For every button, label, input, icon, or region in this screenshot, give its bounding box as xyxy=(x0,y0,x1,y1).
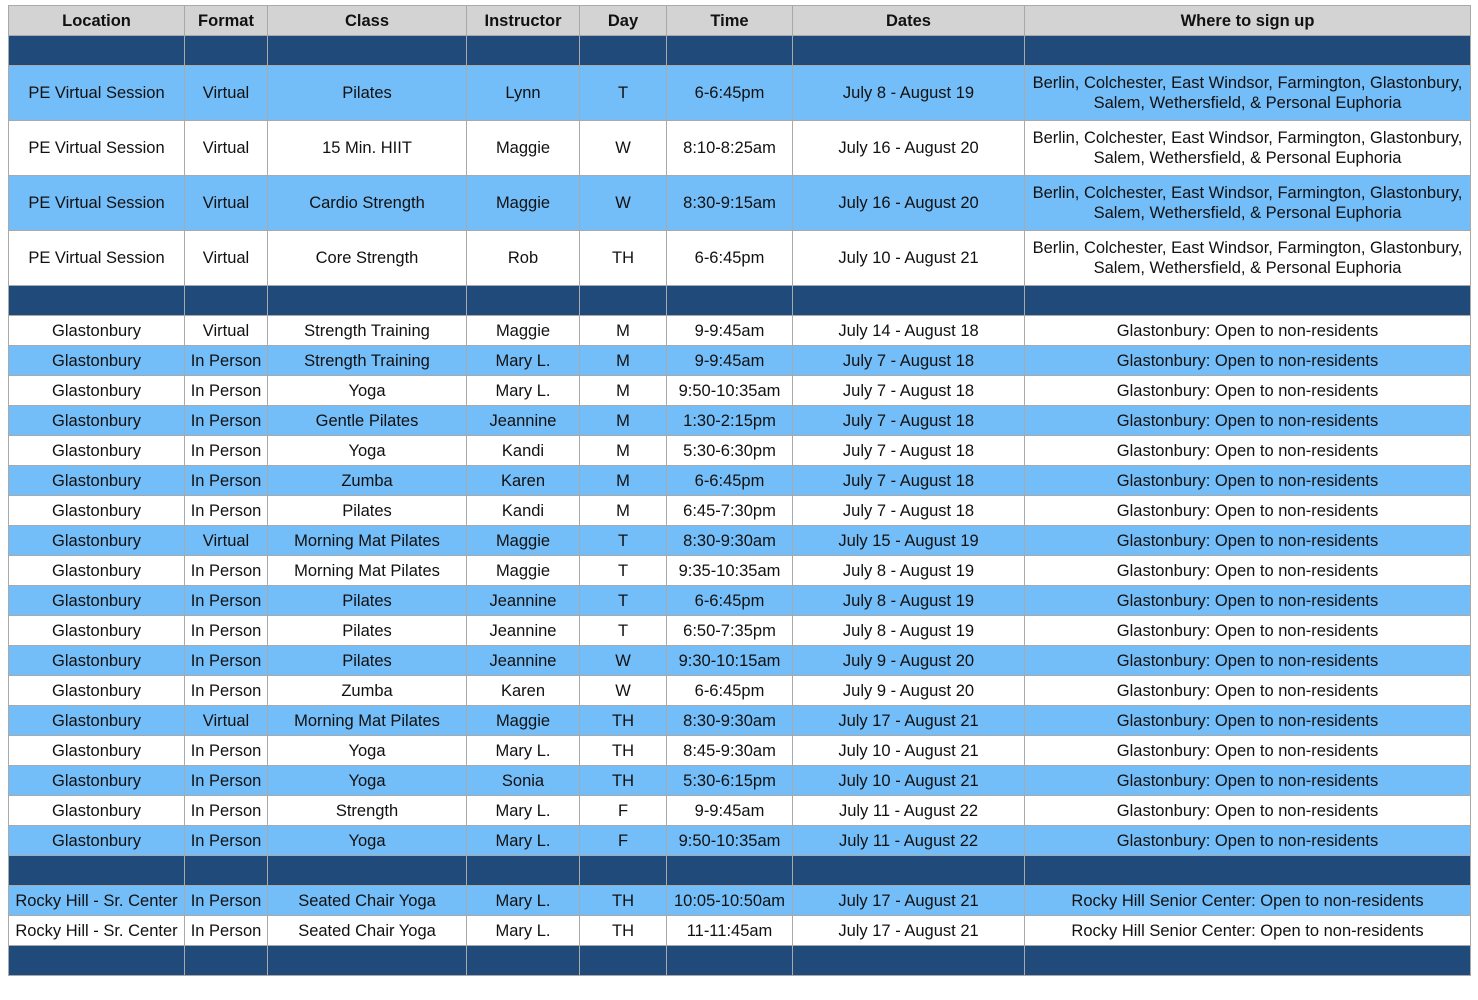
cell-class: Zumba xyxy=(268,466,467,496)
cell-class: Yoga xyxy=(268,376,467,406)
cell-location: Glastonbury xyxy=(9,706,185,736)
separator-cell xyxy=(268,36,467,66)
table-row xyxy=(9,916,1471,946)
table-row xyxy=(9,66,1471,121)
cell-dates: July 17 - August 21 xyxy=(793,916,1025,946)
cell-class: Pilates xyxy=(268,616,467,646)
cell-instructor: Maggie xyxy=(467,706,580,736)
cell-day: T xyxy=(580,66,667,121)
separator-cell xyxy=(580,856,667,886)
cell-signup: Glastonbury: Open to non-residents xyxy=(1025,616,1471,646)
cell-signup: Glastonbury: Open to non-residents xyxy=(1025,796,1471,826)
separator-cell xyxy=(9,946,185,976)
cell-dates: July 11 - August 22 xyxy=(793,796,1025,826)
cell-format: In Person xyxy=(185,466,268,496)
cell-time: 6:45-7:30pm xyxy=(667,496,793,526)
cell-location: Glastonbury xyxy=(9,616,185,646)
cell-format: In Person xyxy=(185,916,268,946)
cell-day: M xyxy=(580,376,667,406)
cell-instructor: Mary L. xyxy=(467,736,580,766)
cell-time: 11-11:45am xyxy=(667,916,793,946)
cell-format: In Person xyxy=(185,886,268,916)
cell-signup: Berlin, Colchester, East Windsor, Farmington, Glastonbury, Salem, Wethersfield, & Personal Euphoria xyxy=(1025,176,1471,231)
cell-class: Yoga xyxy=(268,436,467,466)
separator-cell xyxy=(1025,856,1471,886)
cell-dates: July 17 - August 21 xyxy=(793,706,1025,736)
cell-dates: July 9 - August 20 xyxy=(793,676,1025,706)
separator-cell xyxy=(667,856,793,886)
cell-dates: July 11 - August 22 xyxy=(793,826,1025,856)
header-row xyxy=(9,6,1471,36)
table-row xyxy=(9,616,1471,646)
separator-cell xyxy=(185,946,268,976)
cell-dates: July 16 - August 20 xyxy=(793,121,1025,176)
cell-dates: July 16 - August 20 xyxy=(793,176,1025,231)
separator-cell xyxy=(1025,36,1471,66)
table-row xyxy=(9,316,1471,346)
cell-class: Morning Mat Pilates xyxy=(268,556,467,586)
cell-location: Rocky Hill - Sr. Center xyxy=(9,916,185,946)
cell-location: Glastonbury xyxy=(9,646,185,676)
cell-class: Pilates xyxy=(268,586,467,616)
cell-dates: July 7 - August 18 xyxy=(793,376,1025,406)
cell-signup: Glastonbury: Open to non-residents xyxy=(1025,676,1471,706)
table-row xyxy=(9,176,1471,231)
column-header-location: Location xyxy=(9,6,185,36)
cell-format: In Person xyxy=(185,586,268,616)
cell-time: 9-9:45am xyxy=(667,346,793,376)
cell-location: PE Virtual Session xyxy=(9,121,185,176)
table-row xyxy=(9,796,1471,826)
cell-instructor: Jeannine xyxy=(467,646,580,676)
cell-class: Gentle Pilates xyxy=(268,406,467,436)
cell-location: PE Virtual Session xyxy=(9,176,185,231)
cell-instructor: Kandi xyxy=(467,496,580,526)
cell-dates: July 7 - August 18 xyxy=(793,406,1025,436)
cell-signup: Glastonbury: Open to non-residents xyxy=(1025,766,1471,796)
separator-cell xyxy=(467,36,580,66)
cell-location: Glastonbury xyxy=(9,556,185,586)
cell-instructor: Mary L. xyxy=(467,346,580,376)
separator-cell xyxy=(185,36,268,66)
table-row xyxy=(9,886,1471,916)
table-row xyxy=(9,376,1471,406)
table-row xyxy=(9,766,1471,796)
cell-day: M xyxy=(580,436,667,466)
cell-format: In Person xyxy=(185,436,268,466)
cell-time: 6-6:45pm xyxy=(667,466,793,496)
cell-instructor: Jeannine xyxy=(467,406,580,436)
cell-signup: Glastonbury: Open to non-residents xyxy=(1025,406,1471,436)
cell-day: W xyxy=(580,121,667,176)
cell-dates: July 17 - August 21 xyxy=(793,886,1025,916)
cell-class: Strength Training xyxy=(268,346,467,376)
cell-location: Glastonbury xyxy=(9,526,185,556)
cell-signup: Berlin, Colchester, East Windsor, Farmington, Glastonbury, Salem, Wethersfield, & Personal Euphoria xyxy=(1025,231,1471,286)
separator-cell xyxy=(793,946,1025,976)
cell-time: 5:30-6:15pm xyxy=(667,766,793,796)
cell-signup: Rocky Hill Senior Center: Open to non-residents xyxy=(1025,916,1471,946)
cell-time: 9:50-10:35am xyxy=(667,376,793,406)
cell-time: 10:05-10:50am xyxy=(667,886,793,916)
cell-signup: Glastonbury: Open to non-residents xyxy=(1025,466,1471,496)
cell-format: In Person xyxy=(185,676,268,706)
table-row xyxy=(9,231,1471,286)
cell-instructor: Maggie xyxy=(467,316,580,346)
schedule-body xyxy=(9,36,1471,976)
column-header-signup: Where to sign up xyxy=(1025,6,1471,36)
separator-cell xyxy=(467,286,580,316)
cell-signup: Berlin, Colchester, East Windsor, Farmington, Glastonbury, Salem, Wethersfield, & Personal Euphoria xyxy=(1025,66,1471,121)
cell-signup: Glastonbury: Open to non-residents xyxy=(1025,376,1471,406)
cell-day: M xyxy=(580,346,667,376)
cell-format: In Person xyxy=(185,796,268,826)
cell-location: Glastonbury xyxy=(9,316,185,346)
cell-instructor: Kandi xyxy=(467,436,580,466)
separator-cell xyxy=(467,856,580,886)
separator-cell xyxy=(467,946,580,976)
section-separator-row xyxy=(9,856,1471,886)
cell-dates: July 8 - August 19 xyxy=(793,586,1025,616)
cell-day: TH xyxy=(580,886,667,916)
cell-instructor: Mary L. xyxy=(467,916,580,946)
column-header-class: Class xyxy=(268,6,467,36)
cell-signup: Glastonbury: Open to non-residents xyxy=(1025,646,1471,676)
separator-cell xyxy=(667,286,793,316)
cell-day: TH xyxy=(580,736,667,766)
cell-class: Pilates xyxy=(268,646,467,676)
cell-day: T xyxy=(580,616,667,646)
separator-cell xyxy=(268,946,467,976)
table-row xyxy=(9,496,1471,526)
cell-class: Morning Mat Pilates xyxy=(268,526,467,556)
section-separator-row xyxy=(9,36,1471,66)
cell-day: TH xyxy=(580,916,667,946)
cell-day: TH xyxy=(580,231,667,286)
cell-instructor: Lynn xyxy=(467,66,580,121)
cell-format: Virtual xyxy=(185,526,268,556)
cell-day: M xyxy=(580,466,667,496)
cell-class: Pilates xyxy=(268,496,467,526)
cell-day: W xyxy=(580,176,667,231)
separator-cell xyxy=(1025,946,1471,976)
cell-class: 15 Min. HIIT xyxy=(268,121,467,176)
column-header-day: Day xyxy=(580,6,667,36)
cell-signup: Glastonbury: Open to non-residents xyxy=(1025,736,1471,766)
cell-dates: July 10 - August 21 xyxy=(793,231,1025,286)
separator-cell xyxy=(9,856,185,886)
cell-signup: Glastonbury: Open to non-residents xyxy=(1025,436,1471,466)
table-row xyxy=(9,406,1471,436)
cell-location: Glastonbury xyxy=(9,676,185,706)
separator-cell xyxy=(268,856,467,886)
cell-format: Virtual xyxy=(185,66,268,121)
cell-class: Yoga xyxy=(268,736,467,766)
cell-signup: Glastonbury: Open to non-residents xyxy=(1025,586,1471,616)
column-header-format: Format xyxy=(185,6,268,36)
cell-day: M xyxy=(580,406,667,436)
cell-location: Glastonbury xyxy=(9,826,185,856)
table-row xyxy=(9,676,1471,706)
cell-class: Pilates xyxy=(268,66,467,121)
separator-cell xyxy=(580,36,667,66)
cell-signup: Glastonbury: Open to non-residents xyxy=(1025,316,1471,346)
class-schedule-table xyxy=(8,5,1471,976)
cell-day: TH xyxy=(580,766,667,796)
table-row xyxy=(9,706,1471,736)
cell-location: Glastonbury xyxy=(9,736,185,766)
cell-day: F xyxy=(580,796,667,826)
cell-location: PE Virtual Session xyxy=(9,66,185,121)
cell-signup: Glastonbury: Open to non-residents xyxy=(1025,706,1471,736)
cell-time: 6-6:45pm xyxy=(667,231,793,286)
cell-location: Glastonbury xyxy=(9,436,185,466)
separator-cell xyxy=(268,286,467,316)
table-row xyxy=(9,556,1471,586)
cell-class: Zumba xyxy=(268,676,467,706)
cell-time: 9-9:45am xyxy=(667,316,793,346)
separator-cell xyxy=(9,36,185,66)
cell-instructor: Maggie xyxy=(467,121,580,176)
cell-dates: July 7 - August 18 xyxy=(793,496,1025,526)
cell-instructor: Mary L. xyxy=(467,376,580,406)
cell-class: Seated Chair Yoga xyxy=(268,886,467,916)
cell-class: Yoga xyxy=(268,766,467,796)
cell-time: 6-6:45pm xyxy=(667,66,793,121)
cell-format: In Person xyxy=(185,346,268,376)
cell-day: F xyxy=(580,826,667,856)
cell-instructor: Rob xyxy=(467,231,580,286)
cell-signup: Berlin, Colchester, East Windsor, Farmington, Glastonbury, Salem, Wethersfield, & Personal Euphoria xyxy=(1025,121,1471,176)
separator-cell xyxy=(185,286,268,316)
table-row xyxy=(9,346,1471,376)
separator-cell xyxy=(667,36,793,66)
cell-signup: Glastonbury: Open to non-residents xyxy=(1025,826,1471,856)
cell-format: In Person xyxy=(185,496,268,526)
cell-day: W xyxy=(580,676,667,706)
cell-dates: July 7 - August 18 xyxy=(793,346,1025,376)
separator-cell xyxy=(9,286,185,316)
table-row xyxy=(9,646,1471,676)
cell-format: In Person xyxy=(185,616,268,646)
table-row xyxy=(9,826,1471,856)
cell-dates: July 7 - August 18 xyxy=(793,436,1025,466)
cell-signup: Glastonbury: Open to non-residents xyxy=(1025,346,1471,376)
cell-dates: July 14 - August 18 xyxy=(793,316,1025,346)
cell-time: 9:50-10:35am xyxy=(667,826,793,856)
separator-cell xyxy=(1025,286,1471,316)
cell-location: Glastonbury xyxy=(9,406,185,436)
separator-cell xyxy=(793,36,1025,66)
cell-instructor: Jeannine xyxy=(467,586,580,616)
cell-class: Morning Mat Pilates xyxy=(268,706,467,736)
cell-dates: July 7 - August 18 xyxy=(793,466,1025,496)
column-header-instructor: Instructor xyxy=(467,6,580,36)
cell-time: 9:35-10:35am xyxy=(667,556,793,586)
cell-location: Glastonbury xyxy=(9,766,185,796)
table-row xyxy=(9,526,1471,556)
cell-dates: July 10 - August 21 xyxy=(793,766,1025,796)
cell-time: 9-9:45am xyxy=(667,796,793,826)
cell-instructor: Mary L. xyxy=(467,886,580,916)
cell-dates: July 9 - August 20 xyxy=(793,646,1025,676)
cell-instructor: Jeannine xyxy=(467,616,580,646)
cell-location: Glastonbury xyxy=(9,346,185,376)
cell-format: In Person xyxy=(185,646,268,676)
cell-instructor: Karen xyxy=(467,466,580,496)
cell-instructor: Mary L. xyxy=(467,826,580,856)
cell-location: Rocky Hill - Sr. Center xyxy=(9,886,185,916)
cell-day: T xyxy=(580,556,667,586)
separator-cell xyxy=(580,946,667,976)
cell-location: Glastonbury xyxy=(9,796,185,826)
separator-cell xyxy=(185,856,268,886)
cell-instructor: Maggie xyxy=(467,556,580,586)
cell-location: Glastonbury xyxy=(9,466,185,496)
column-header-time: Time xyxy=(667,6,793,36)
cell-day: T xyxy=(580,526,667,556)
cell-dates: July 15 - August 19 xyxy=(793,526,1025,556)
column-header-dates: Dates xyxy=(793,6,1025,36)
cell-time: 5:30-6:30pm xyxy=(667,436,793,466)
cell-signup: Glastonbury: Open to non-residents xyxy=(1025,526,1471,556)
cell-time: 6-6:45pm xyxy=(667,676,793,706)
cell-time: 6-6:45pm xyxy=(667,586,793,616)
cell-day: M xyxy=(580,496,667,526)
cell-time: 8:30-9:15am xyxy=(667,176,793,231)
cell-location: PE Virtual Session xyxy=(9,231,185,286)
cell-format: In Person xyxy=(185,376,268,406)
cell-instructor: Mary L. xyxy=(467,796,580,826)
cell-class: Core Strength xyxy=(268,231,467,286)
cell-time: 8:30-9:30am xyxy=(667,706,793,736)
cell-format: In Person xyxy=(185,826,268,856)
table-row xyxy=(9,121,1471,176)
cell-day: W xyxy=(580,646,667,676)
cell-day: M xyxy=(580,316,667,346)
cell-time: 8:30-9:30am xyxy=(667,526,793,556)
cell-time: 6:50-7:35pm xyxy=(667,616,793,646)
cell-format: Virtual xyxy=(185,231,268,286)
cell-class: Seated Chair Yoga xyxy=(268,916,467,946)
cell-time: 9:30-10:15am xyxy=(667,646,793,676)
cell-format: In Person xyxy=(185,556,268,586)
section-separator-row xyxy=(9,946,1471,976)
cell-format: In Person xyxy=(185,766,268,796)
cell-dates: July 8 - August 19 xyxy=(793,616,1025,646)
table-row xyxy=(9,466,1471,496)
separator-cell xyxy=(667,946,793,976)
cell-dates: July 8 - August 19 xyxy=(793,66,1025,121)
cell-instructor: Maggie xyxy=(467,176,580,231)
cell-format: In Person xyxy=(185,406,268,436)
cell-format: In Person xyxy=(185,736,268,766)
cell-time: 1:30-2:15pm xyxy=(667,406,793,436)
cell-dates: July 10 - August 21 xyxy=(793,736,1025,766)
cell-format: Virtual xyxy=(185,706,268,736)
cell-signup: Glastonbury: Open to non-residents xyxy=(1025,496,1471,526)
separator-cell xyxy=(793,286,1025,316)
cell-class: Yoga xyxy=(268,826,467,856)
cell-format: Virtual xyxy=(185,316,268,346)
table-row xyxy=(9,586,1471,616)
cell-day: TH xyxy=(580,706,667,736)
cell-time: 8:45-9:30am xyxy=(667,736,793,766)
cell-class: Cardio Strength xyxy=(268,176,467,231)
cell-day: T xyxy=(580,586,667,616)
cell-location: Glastonbury xyxy=(9,586,185,616)
table-row xyxy=(9,736,1471,766)
cell-signup: Glastonbury: Open to non-residents xyxy=(1025,556,1471,586)
cell-format: Virtual xyxy=(185,121,268,176)
cell-dates: July 8 - August 19 xyxy=(793,556,1025,586)
cell-class: Strength Training xyxy=(268,316,467,346)
cell-location: Glastonbury xyxy=(9,496,185,526)
table-row xyxy=(9,436,1471,466)
cell-time: 8:10-8:25am xyxy=(667,121,793,176)
cell-location: Glastonbury xyxy=(9,376,185,406)
cell-signup: Rocky Hill Senior Center: Open to non-residents xyxy=(1025,886,1471,916)
cell-instructor: Maggie xyxy=(467,526,580,556)
separator-cell xyxy=(793,856,1025,886)
cell-format: Virtual xyxy=(185,176,268,231)
section-separator-row xyxy=(9,286,1471,316)
separator-cell xyxy=(580,286,667,316)
cell-class: Strength xyxy=(268,796,467,826)
cell-instructor: Karen xyxy=(467,676,580,706)
cell-instructor: Sonia xyxy=(467,766,580,796)
